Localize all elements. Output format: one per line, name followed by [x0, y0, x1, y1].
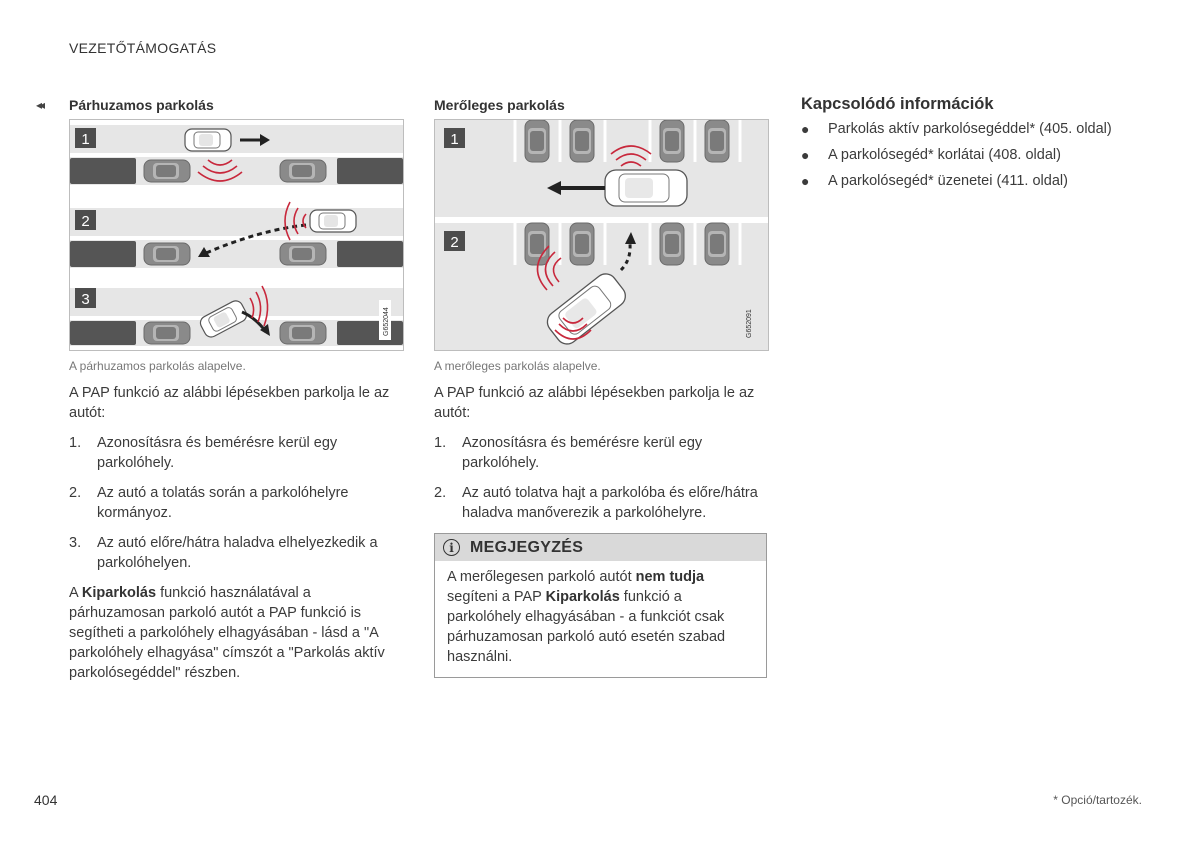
related-info-title: Kapcsolódó információk — [801, 95, 994, 113]
page-number: 404 — [34, 792, 58, 808]
step-label-2: 2 — [450, 234, 459, 251]
related-link-3[interactable]: ● A parkolósegéd* üzenetei (411. oldal) — [801, 168, 1161, 194]
list-item: 2. Az autó tolatva hajt a parkolóba és előre/hátra haladva manőverezik a parkolóhelyre. — [434, 485, 758, 521]
perpendicular-parking-section — [434, 97, 769, 678]
related-link-2[interactable]: ● A parkolósegéd* korlátai (408. oldal) — [801, 142, 1161, 168]
perpendicular-steps-list — [434, 433, 769, 523]
parallel-parking-title: Párhuzamos parkolás — [69, 97, 214, 113]
parallel-parking-section — [69, 97, 404, 683]
list-item: 2. Az autó a tolatás során a parkolóhelyre kormányoz. — [69, 485, 349, 521]
parallel-parking-diagram — [70, 120, 403, 350]
note-header — [435, 534, 766, 561]
footnote: * Opció/tartozék. — [1053, 793, 1142, 807]
step-label-3: 3 — [81, 291, 90, 308]
step-label-1: 1 — [81, 131, 90, 148]
parallel-exit-paragraph: A Kiparkolás funkció használatával a párhuzamosan parkoló autót a PAP funkció is segítheti a parkolóhely elhagyásában - lásd a "A parkolóhely elhagyása" címszót a "Parkolás aktív parkolósegéddel" részben. — [69, 585, 385, 681]
perpendicular-caption: A merőleges parkolás alapelve. — [434, 359, 601, 373]
info-icon: i — [443, 539, 460, 556]
page-header: VEZETŐTÁMOGATÁS — [69, 40, 217, 56]
list-item: 1. Azonosításra és bemérésre kerül egy parkolóhely. — [434, 435, 703, 471]
back-arrow-icon[interactable]: ◂◂ — [36, 98, 43, 112]
related-link-1[interactable]: ● Parkolás aktív parkolósegéddel* (405. oldal) — [801, 116, 1161, 142]
related-info-list — [801, 116, 1161, 194]
list-item: 3. Az autó előre/hátra haladva elhelyezkedik a parkolóhelyen. — [69, 535, 378, 571]
figure-code: G652091 — [746, 309, 753, 338]
parallel-intro: A PAP funkció az alábbi lépésekben parkolja le az autót: — [69, 385, 390, 421]
perpendicular-parking-title: Merőleges parkolás — [434, 97, 565, 113]
step-label-1: 1 — [450, 131, 459, 148]
note-body: A merőlegesen parkoló autót nem tudja segíteni a PAP Kiparkolás funkció a parkolóhely elhagyásában - a funkciót csak párhuzamosan parkoló autó esetén szabad használni. — [447, 569, 726, 665]
note-box — [434, 533, 767, 678]
bullet-icon: ● — [801, 121, 810, 137]
parallel-caption: A párhuzamos parkolás alapelve. — [69, 359, 246, 373]
related-info-section — [801, 95, 1161, 194]
note-title: MEGJEGYZÉS — [470, 538, 584, 556]
perpendicular-intro: A PAP funkció az alábbi lépésekben parkolja le az autót: — [434, 385, 755, 421]
perpendicular-parking-diagram — [435, 120, 768, 350]
figure-code: G652044 — [383, 307, 390, 336]
bullet-icon: ● — [801, 147, 810, 163]
perpendicular-parking-figure — [434, 119, 769, 351]
bullet-icon: ● — [801, 173, 810, 189]
step-label-2: 2 — [81, 213, 90, 230]
parallel-parking-figure — [69, 119, 404, 351]
parallel-steps-list — [69, 433, 404, 573]
list-item: 1. Azonosításra és bemérésre kerül egy parkolóhely. — [69, 435, 338, 471]
